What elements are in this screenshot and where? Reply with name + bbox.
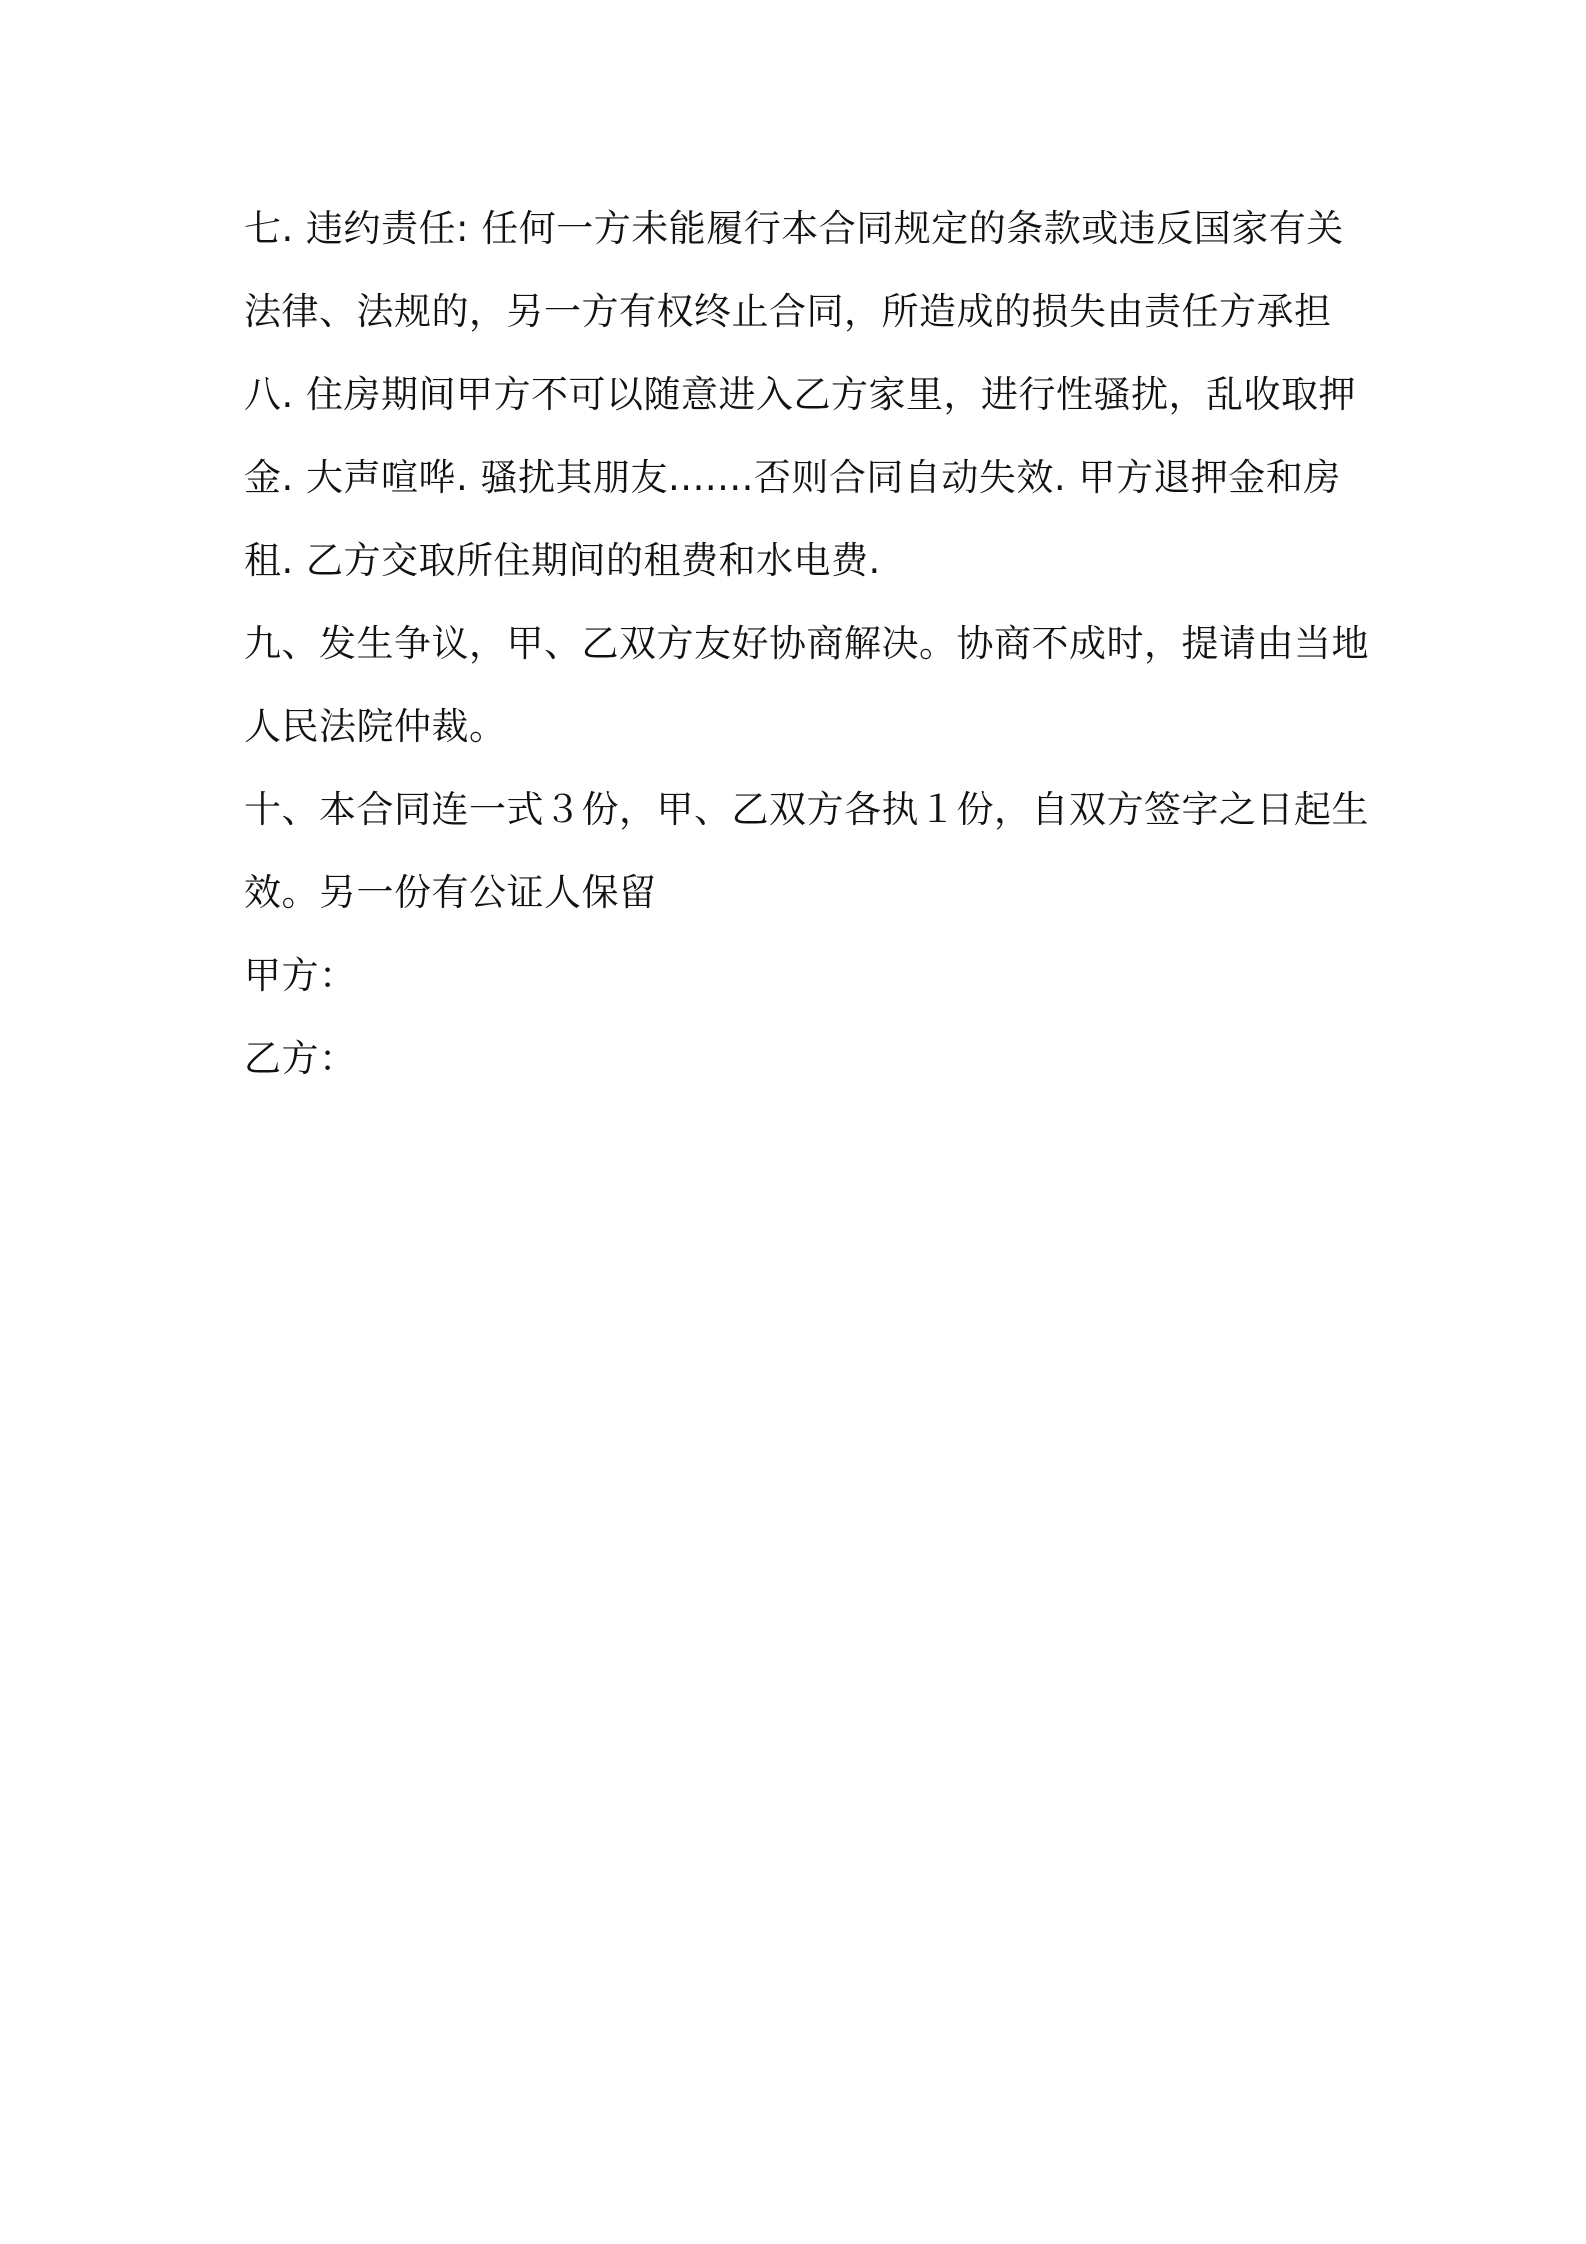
- clause-8-line-2: 金. 大声喧哗. 骚扰其朋友.......否则合同自动失效. 甲方退押金和房: [244, 456, 1341, 499]
- clause-9-line-1: 九、发生争议，甲、乙双方友好协商解决。协商不成时，提请由当地: [244, 622, 1369, 665]
- party-a-signature-label: 甲方：: [244, 954, 357, 997]
- party-b-signature-label: 乙方：: [244, 1037, 357, 1080]
- clause-8-line-1: 八. 住房期间甲方不可以随意进入乙方家里，进行性骚扰，乱收取押: [244, 373, 1357, 416]
- clause-9-line-2: 人民法院仲裁。: [244, 705, 507, 748]
- clause-7-line-1: 七. 违约责任: 任何一方未能履行本合同规定的条款或违反国家有关: [244, 207, 1344, 250]
- contract-text: [244, 200, 1369, 1113]
- clause-7-line-2: 法律、法规的，另一方有权终止合同，所造成的损失由责任方承担: [244, 290, 1332, 333]
- clause-8-line-3: 租. 乙方交取所住期间的租费和水电费.: [244, 539, 881, 582]
- clause-10-line-1: 十、本合同连一式３份，甲、乙双方各执１份，自双方签字之日起生: [244, 788, 1369, 831]
- clause-10-line-2: 效。另一份有公证人保留: [244, 871, 657, 914]
